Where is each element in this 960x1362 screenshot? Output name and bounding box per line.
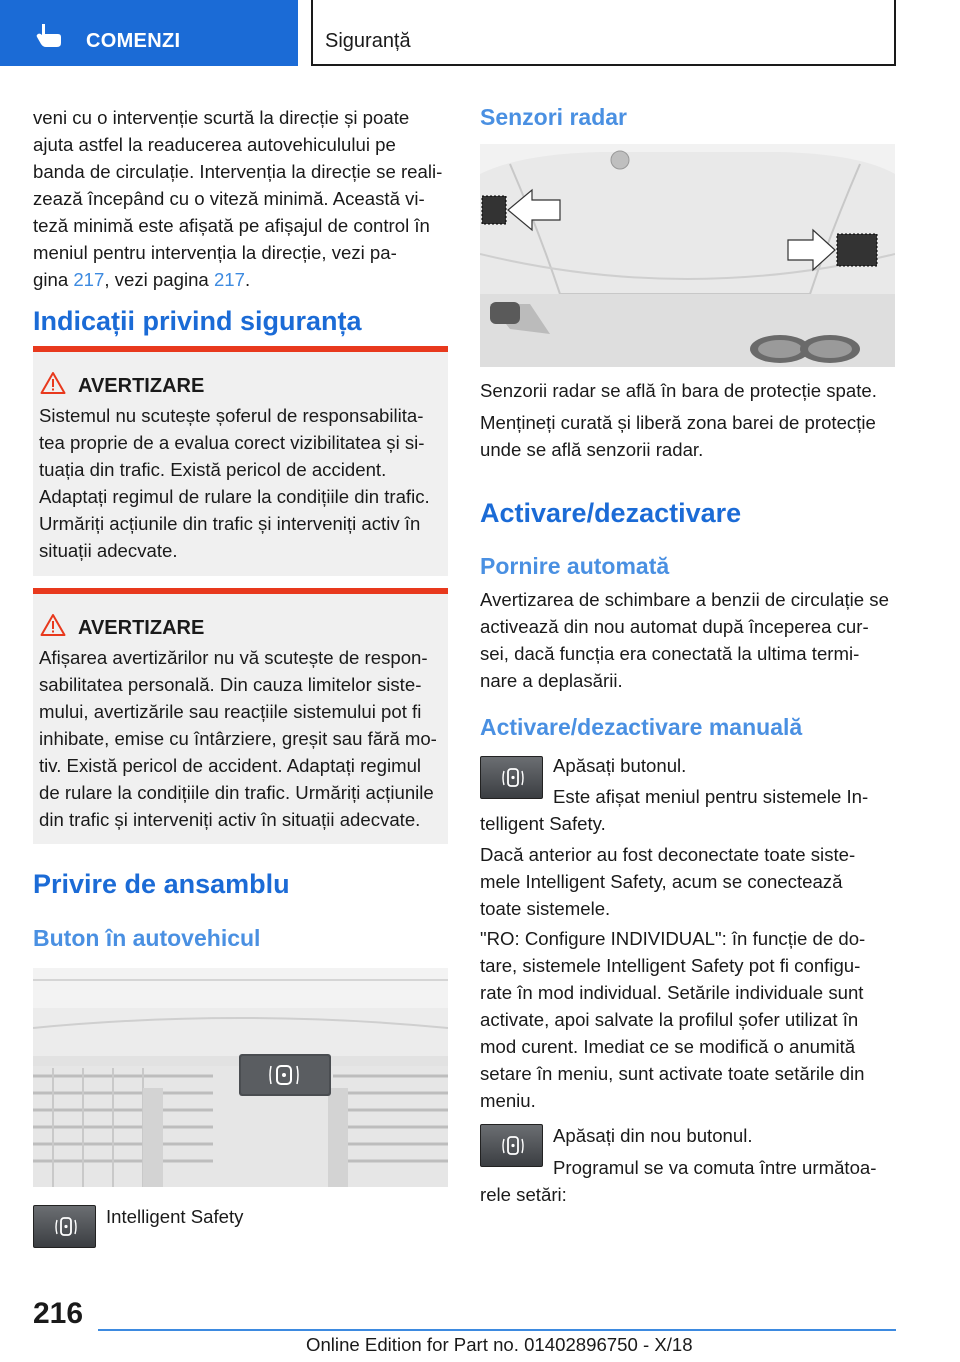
- text-line: activează din nou automat după începerea cur-: [480, 616, 869, 637]
- text-line: zează începând cu o viteză minimă. Această vi-: [33, 188, 425, 209]
- text-line: Afișarea avertizărilor nu vă scutește de respon-: [39, 647, 428, 668]
- text-line: de rulare la condițiile din trafic. Urmăriți acțiunile: [39, 782, 434, 803]
- manual-step-1: Apăsați butonul.: [553, 755, 687, 776]
- text-line: rele setări:: [480, 1184, 567, 1205]
- manual-paragraph-3: [480, 925, 865, 1114]
- hand-pointer-icon: [36, 22, 64, 48]
- text-line: inhibate, emise cu întârziere, greșit sau fără mo-: [39, 728, 437, 749]
- warning-text: [39, 644, 437, 833]
- text-line: nare a deplasării.: [480, 670, 623, 691]
- text-line: meniu.: [480, 1090, 536, 1111]
- text-line: "RO: Configure INDIVIDUAL": în funcție de do-: [480, 928, 866, 949]
- text-line: Dacă anterior au fost deconectate toate siste-: [480, 844, 856, 865]
- manual-paragraph-2: [480, 841, 855, 922]
- text-line: situații adecvate.: [39, 540, 178, 561]
- text-line: sei, dacă funcția era conectată la ultima termi-: [480, 643, 860, 664]
- text-line: Mențineți curată și liberă zona barei de protecție: [480, 412, 876, 433]
- subheading-auto-start: Pornire automată: [480, 553, 670, 579]
- subheading-button: Buton în autovehicul: [33, 925, 261, 951]
- edition-text: Online Edition for Part no. 01402896750 - X/18: [306, 1334, 693, 1355]
- heading-overview: Privire de ansamblu: [33, 869, 290, 899]
- text-line: setare în meniu, sunt activate toate setările din: [480, 1063, 865, 1084]
- footer-divider: [98, 1329, 896, 1331]
- text-line: Programul se va comuta între următoa-: [553, 1157, 877, 1178]
- heading-activation: Activare/dezactivare: [480, 498, 742, 528]
- text-line: unde se află senzorii radar.: [480, 439, 704, 460]
- text-line: Adaptați regimul de rulare la condițiile din trafic.: [39, 486, 430, 507]
- text-line: veni cu o intervenție scurtă la direcție și poate: [33, 107, 410, 128]
- text-line: meniul pentru intervenția la direcție, vezi pa-: [33, 242, 397, 263]
- page-number: 216: [33, 1297, 84, 1330]
- text-line: tare, sistemele Intelligent Safety pot fi configu-: [480, 955, 861, 976]
- manual-step-2-result: [480, 1154, 876, 1208]
- page-link[interactable]: 217: [213, 269, 245, 290]
- chapter-title: Siguranță: [325, 30, 411, 52]
- text-line: tiv. Există pericol de accident. Adaptați regimul: [39, 755, 422, 776]
- text-line: tuația din trafic. Există pericol de accident.: [39, 459, 387, 480]
- intelligent-safety-button-icon: [33, 1205, 96, 1248]
- text-line: din trafic și interveniți activ în situații adecvate.: [39, 809, 421, 830]
- text-line: teză minimă este afișată pe afișajul de control în: [33, 215, 430, 236]
- radar-paragraph-2: [480, 409, 876, 463]
- button-caption: Intelligent Safety: [106, 1206, 244, 1227]
- auto-start-paragraph: [480, 586, 889, 694]
- text-line: banda de circulație. Intervenția la direcție se reali-: [33, 161, 443, 182]
- subheading-manual: Activare/dezactivare manuală: [480, 714, 803, 740]
- text-line: tea proprie de a evalua corect vizibilitatea și si-: [39, 432, 425, 453]
- page-link[interactable]: 217: [73, 269, 105, 290]
- warning-text: [39, 402, 430, 564]
- radar-sensor-image: [480, 144, 895, 367]
- radar-paragraph-1: Senzorii radar se află în bara de protecție spate.: [480, 380, 877, 401]
- text-fragment: gina: [33, 269, 74, 290]
- text-line: mele Intelligent Safety, acum se conectează: [480, 871, 843, 892]
- manual-step-2: Apăsați din nou butonul.: [553, 1125, 753, 1146]
- manual-step-1-result: [480, 783, 868, 837]
- dashboard-illustration: [33, 968, 448, 1187]
- text-line: Urmăriți acțiunile din trafic și interveniți activ în: [39, 513, 421, 534]
- warning-triangle-icon: [40, 371, 66, 395]
- heading-safety: Indicații privind siguranța: [33, 306, 362, 336]
- section-tab[interactable]: [0, 0, 298, 66]
- warning-triangle-icon: [40, 613, 66, 637]
- warning-title: AVERTIZARE: [78, 617, 205, 639]
- text-line: telligent Safety.: [480, 813, 606, 834]
- text-line: Avertizarea de schimbare a benzii de circulație se: [480, 589, 889, 610]
- dashboard-button-image: [33, 968, 448, 1187]
- text-fragment: , vezi pagina: [104, 269, 214, 290]
- warning-box: [33, 346, 448, 576]
- text-line: toate sistemele.: [480, 898, 611, 919]
- text-line: activate, apoi salvate la profilul șofer utilizat în: [480, 1009, 859, 1030]
- text-line: mod curent. Imediat ce se modifică o anumită: [480, 1036, 856, 1057]
- text-line: mului, avertizările sau reacțiile sistemului pot fi: [39, 701, 422, 722]
- intro-paragraph: [33, 104, 442, 293]
- intelligent-safety-car-icon: [54, 1215, 78, 1239]
- warning-title: AVERTIZARE: [78, 375, 205, 397]
- text-line: ajuta astfel la readucerea autovehiculului pe: [33, 134, 396, 155]
- text-line: sabilitatea personală. Din cauza limitelor siste-: [39, 674, 422, 695]
- text-line: [33, 266, 442, 293]
- text-line: Este afișat meniul pentru sistemele In-: [553, 786, 869, 807]
- text-line: rate în mod individual. Setările individuale sunt: [480, 982, 864, 1003]
- text-fragment: .: [244, 269, 251, 290]
- section-label: COMENZI: [86, 30, 181, 52]
- text-line: Sistemul nu scutește șoferul de responsabilita-: [39, 405, 424, 426]
- warning-box: [33, 588, 448, 844]
- rear-bumper-illustration: [480, 144, 895, 367]
- heading-radar: Senzori radar: [480, 104, 627, 130]
